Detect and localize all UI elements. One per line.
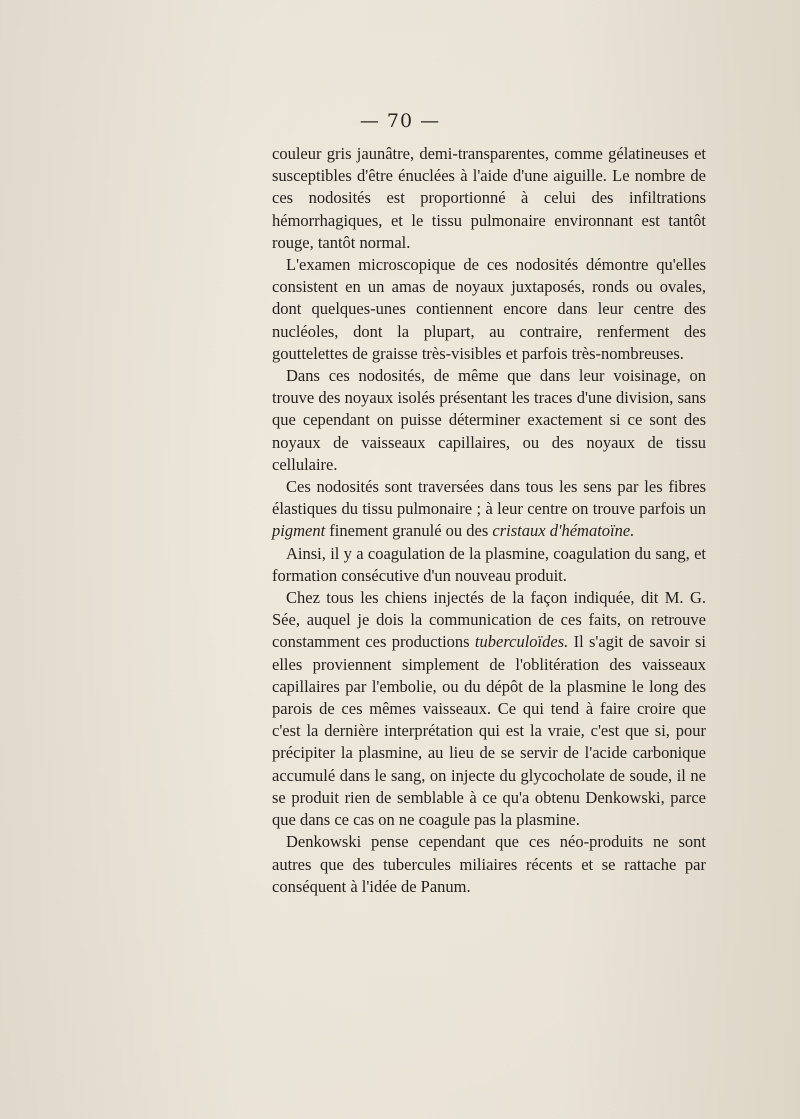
text-run: finement granulé ou des	[325, 521, 493, 541]
page-number: — 70 —	[359, 110, 441, 132]
italic-term-tuberculoides: tuberculoïdes.	[474, 632, 569, 652]
italic-term-pigment: pigment	[272, 521, 326, 541]
paragraph	[272, 543, 706, 587]
paragraph	[272, 365, 706, 476]
italic-term-cristaux: cristaux d'hématoïne.	[492, 521, 635, 541]
body-text	[272, 143, 706, 898]
paragraph	[272, 476, 706, 543]
text-run: Denkowski pense cependant que ces néo-produits ne sont autres que des tubercules miliaires récents et se rattache par conséquent à l'idée de Panum.	[272, 832, 706, 896]
text-run: Ces nodosités sont traversées dans tous les sens par les fibres élastiques du tissu pulmonaire ; à leur centre on trouve parfois un	[272, 477, 706, 519]
paragraph	[272, 587, 706, 831]
text-run: Ainsi, il y a coagulation de la plasmine, coagulation du sang, et formation consécutive d'un nouveau produit.	[272, 543, 706, 585]
text-run: Chez tous les chiens injectés de la façon indiquée, dit M. G. Sée, auquel je dois la communication de ces faits, on retrouve constamment ces productions	[272, 588, 706, 652]
paragraph	[272, 831, 706, 898]
text-run: L'examen microscopique de ces nodosités démontre qu'elles consistent en un amas de noyaux juxtaposés, ronds ou ovales, dont quelques-unes contiennent encore dans leur centre des nucléoles, dont la plupart, au contraire, renferment des gouttelettes de graisse très-visibles et parfois très-nombreuses.	[272, 255, 706, 363]
text-run: Il s'agit de savoir si elles proviennent simplement de l'oblitération des vaisseaux capillaires par l'embolie, ou du dépôt de la plasmine le long des parois de ces mêmes vaisseaux. Ce qui tend à faire croire que c'est la dernière interprétation qui est la vraie, c'est que si, pour précipiter la plasmine, au lieu de se servir de l'acide carbonique accumulé dans le sang, on injecte du glycocholate de soude, il ne se produit rien de semblable à ce qu'a obtenu Denkowski, parce que dans ce cas on ne coagule pas la plasmine.	[272, 632, 706, 830]
text-run: Dans ces nodosités, de même que dans leur voisinage, on trouve des noyaux isolés présentant les traces d'une division, sans que cependant on puisse déterminer exactement si ce sont des noyaux de vaisseaux capillaires, ou des noyaux de tissu cellulaire.	[272, 366, 706, 474]
paragraph	[272, 143, 706, 254]
paragraph	[272, 254, 706, 365]
text-run: couleur gris jaunâtre, demi-transparentes, comme gélatineuses et susceptibles d'être énuclées à l'aide d'une aiguille. Le nombre de ces nodosités est proportionné à celui des infiltrations hémorrhagiques, et le tissu pulmonaire environnant est tantôt rouge, tantôt normal.	[272, 144, 706, 252]
